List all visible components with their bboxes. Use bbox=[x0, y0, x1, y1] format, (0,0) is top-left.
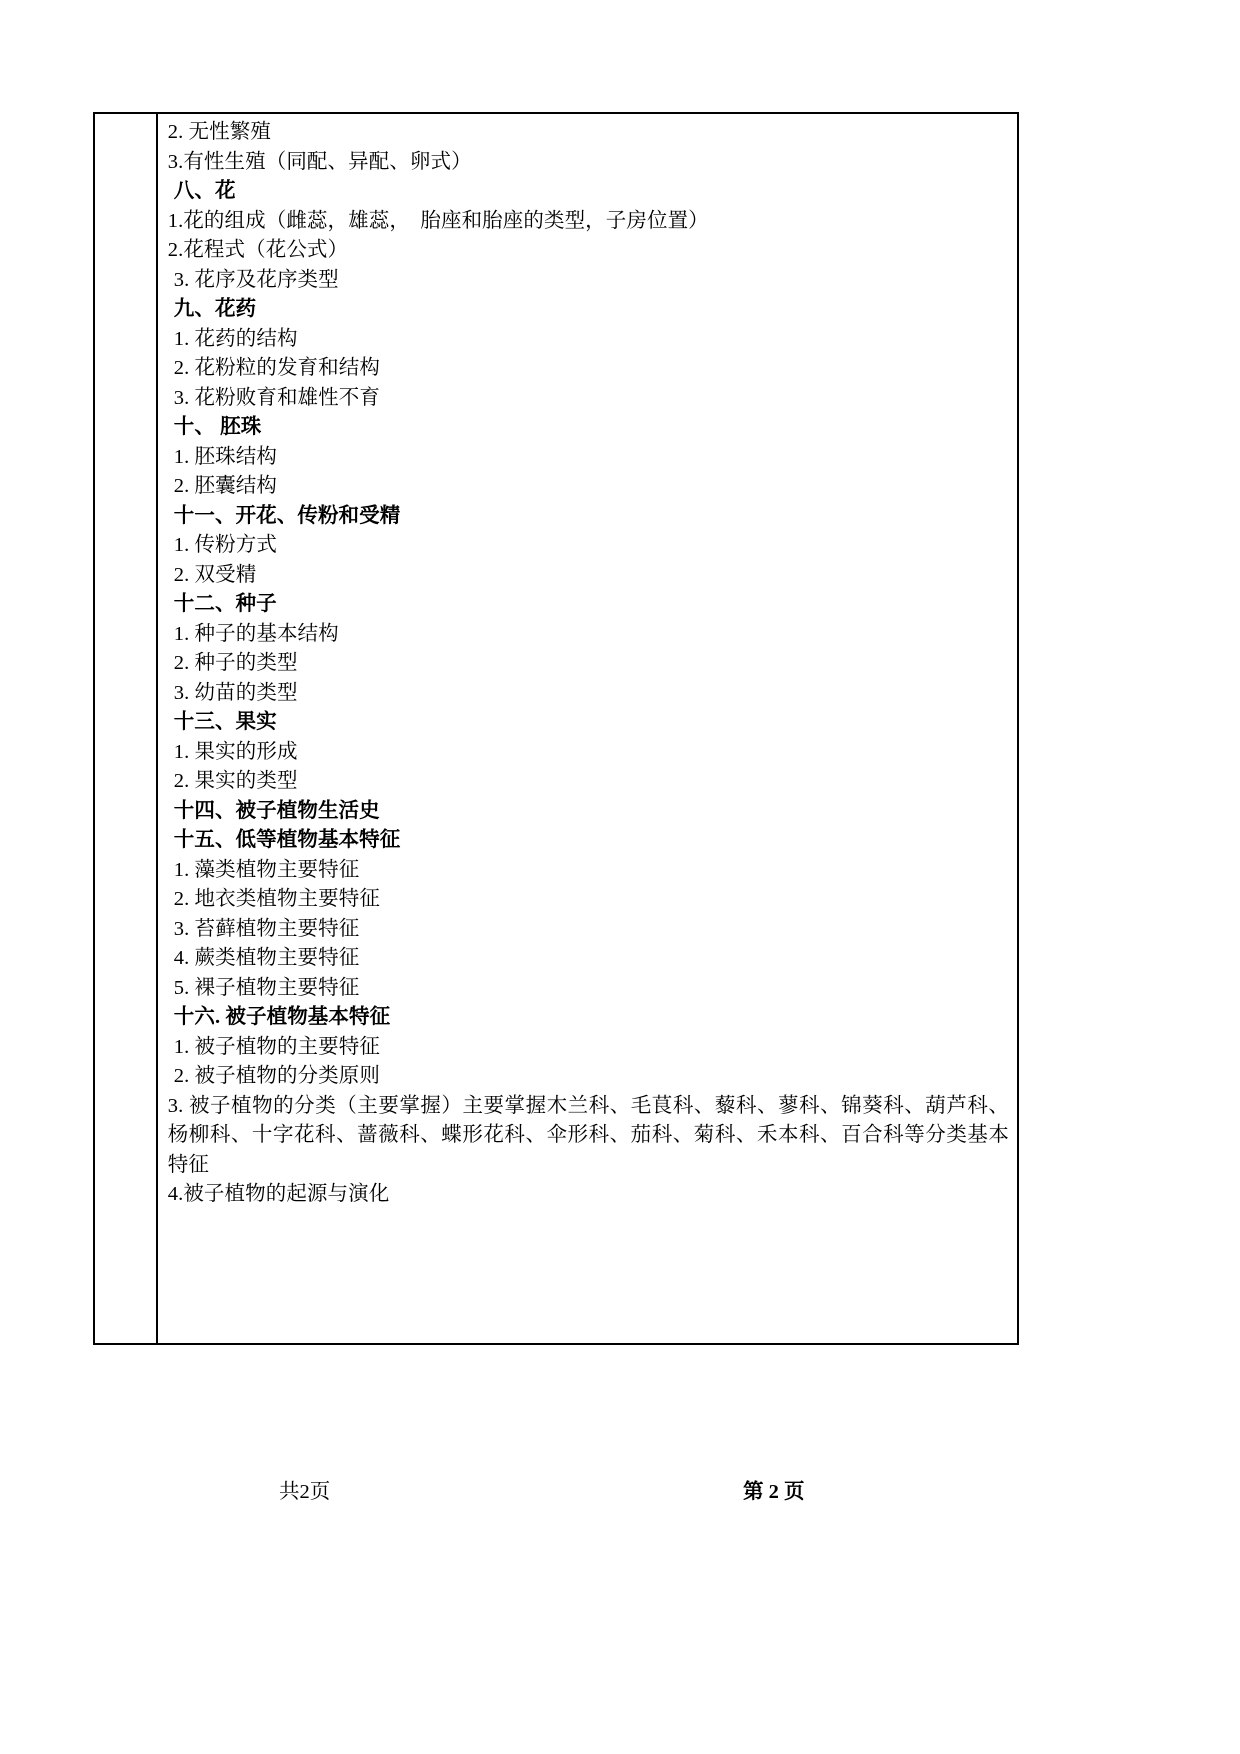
outline-heading: 九、花药 bbox=[173, 298, 257, 320]
outline-line: 2. 地衣类植物主要特征 bbox=[173, 888, 380, 910]
classification-paragraph: 3. 被子植物的分类（主要掌握）主要掌握木兰科、毛茛科、藜科、蓼科、锦葵科、葫芦科、杨柳科、十字花科、蔷薇科、蝶形花科、伞形科、茄科、菊科、禾本科、百合科等分类基本特征 bbox=[167, 1094, 1009, 1176]
outline-heading: 十二、种子 bbox=[173, 593, 277, 615]
outline-heading: 八、花 bbox=[173, 180, 236, 202]
outline-line: 1.花的组成（雌蕊，雄蕊， 胎座和胎座的类型，子房位置） bbox=[167, 209, 709, 232]
outline-line: 3.有性生殖（同配、异配、卵式） bbox=[167, 150, 472, 173]
outline-line: 2. 花粉粒的发育和结构 bbox=[173, 357, 380, 379]
outline-line: 1. 果实的形成 bbox=[173, 740, 298, 763]
total-pages-label: 共2页 bbox=[279, 1481, 331, 1503]
outline-heading: 十四、被子植物生活史 bbox=[173, 799, 380, 822]
outline-line: 1. 种子的基本结构 bbox=[173, 622, 339, 645]
outline-line: 4. 蕨类植物主要特征 bbox=[173, 947, 360, 969]
outline-line: 2. 胚囊结构 bbox=[173, 475, 277, 497]
outline-line: 1. 胚珠结构 bbox=[173, 445, 277, 468]
outline-line: 2. 双受精 bbox=[173, 563, 257, 586]
outline-line: 2.花程式（花公式） bbox=[167, 239, 349, 261]
outline-heading: 十、 胚珠 bbox=[173, 416, 262, 438]
outline-heading: 十六. 被子植物基本特征 bbox=[173, 1006, 391, 1028]
outline-line: 1. 花药的结构 bbox=[173, 327, 298, 350]
outline-line: 1. 被子植物的主要特征 bbox=[173, 1035, 380, 1058]
outline-line: 1. 藻类植物主要特征 bbox=[173, 858, 360, 881]
outline-line: 2. 种子的类型 bbox=[173, 652, 298, 674]
outline-heading: 十五、低等植物基本特征 bbox=[173, 829, 401, 851]
syllabus-table bbox=[93, 112, 1019, 1345]
outline-line: 2. 被子植物的分类原则 bbox=[173, 1065, 380, 1087]
table-right-column bbox=[158, 114, 1017, 1343]
outline-line: 2. 无性繁殖 bbox=[167, 121, 271, 143]
outline-line: 3. 苔藓植物主要特征 bbox=[173, 917, 360, 940]
table-left-column bbox=[95, 114, 158, 1343]
outline-line: 3. 幼苗的类型 bbox=[173, 681, 298, 704]
outline-line: 1. 传粉方式 bbox=[173, 534, 277, 556]
outline-line: 2. 果实的类型 bbox=[173, 770, 298, 792]
outline-line: 4.被子植物的起源与演化 bbox=[167, 1183, 390, 1205]
outline-heading: 十一、开花、传粉和受精 bbox=[173, 504, 401, 527]
outline-line: 5. 裸子植物主要特征 bbox=[173, 976, 360, 999]
page-footer bbox=[93, 1472, 1019, 1512]
outline-line: 3. 花粉败育和雄性不育 bbox=[173, 386, 380, 409]
page-number-label: 第 2 页 bbox=[743, 1481, 805, 1503]
outline-heading: 十三、果实 bbox=[173, 711, 277, 733]
outline-line: 3. 花序及花序类型 bbox=[173, 268, 339, 291]
